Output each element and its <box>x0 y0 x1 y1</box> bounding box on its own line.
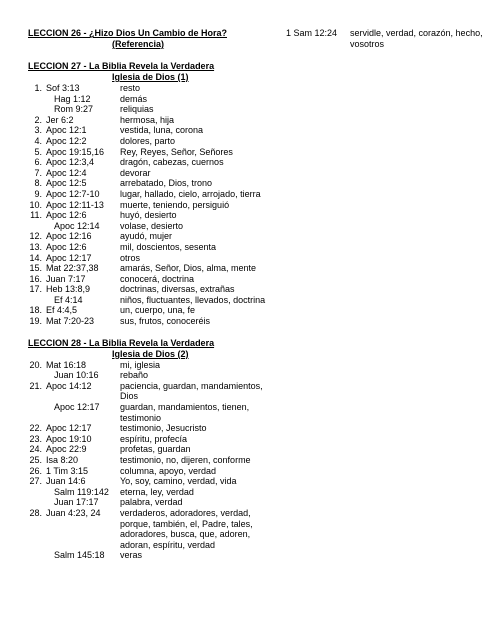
item-number: 24. <box>29 444 42 455</box>
verse-reference: Isa 8:20 <box>46 455 79 465</box>
list-item <box>28 157 276 168</box>
list-item <box>28 476 276 487</box>
list-item <box>28 497 276 508</box>
key-words: amarás, Señor, Dios, alma, mente <box>120 263 257 274</box>
list-item <box>28 381 276 402</box>
key-words: mil, doscientos, sesenta <box>120 241 217 252</box>
item-number <box>28 487 42 498</box>
list-item <box>28 274 276 285</box>
key-words: testimonio, no, dijeren, conforme <box>120 455 251 465</box>
list-item <box>28 295 276 306</box>
key-words: espíritu, profecía <box>120 433 188 444</box>
verse-reference: Rom 9:27 <box>54 104 94 115</box>
item-number: 7. <box>34 167 42 178</box>
item-number: 27. <box>29 476 42 487</box>
verse-reference: 1 Sam 12:24 <box>286 28 338 38</box>
key-words: columna, apoyo, verdad <box>120 465 217 476</box>
item-number <box>28 402 42 423</box>
lesson-27-title-line1: LECCION 27 - La Biblia Revela la Verdadera <box>28 61 215 71</box>
verse-reference: Apoc 12:6 <box>46 241 87 252</box>
key-words: rebaño <box>120 370 149 381</box>
key-words: profetas, guardan <box>120 444 191 455</box>
lesson-28-title-line1: LECCION 28 - La Biblia Revela la Verdadera <box>28 337 215 348</box>
lesson-26-section <box>28 28 276 50</box>
key-words: mi, iglesia <box>120 359 161 370</box>
list-item <box>28 189 276 200</box>
item-number: 21. <box>29 380 42 391</box>
verse-reference: Apoc 12:7-10 <box>46 188 100 199</box>
key-words: eterna, ley, verdad <box>120 486 194 497</box>
lesson-28-title <box>28 338 276 360</box>
verse-reference: Apoc 12:3,4 <box>46 157 95 168</box>
item-number: 19. <box>29 316 42 327</box>
item-number: 3. <box>34 125 42 136</box>
item-number: 9. <box>34 188 42 199</box>
item-number: 12. <box>29 231 42 242</box>
lesson-27-title-line2: Iglesia de Dios (1) <box>112 72 189 82</box>
list-item <box>28 360 276 371</box>
item-number: 25. <box>29 455 42 465</box>
list-item <box>28 402 276 423</box>
item-number: 20. <box>29 359 42 370</box>
verse-reference: Mat 7:20-23 <box>46 316 95 327</box>
list-item <box>286 28 486 49</box>
key-words: muerte, teniendo, persiguió <box>120 199 230 210</box>
lesson-26-title-line2: (Referencia) <box>112 39 165 49</box>
list-item <box>28 316 276 327</box>
list-item <box>28 550 276 561</box>
item-number: 26. <box>29 465 42 476</box>
key-words: servidle, verdad, corazón, hecho, vosotros <box>350 28 483 49</box>
item-number: 14. <box>29 252 42 263</box>
item-number <box>28 104 42 115</box>
key-words: paciencia, guardan, mandamientos, Dios <box>120 380 263 402</box>
verse-reference: Apoc 19:15,16 <box>46 146 105 157</box>
verse-reference: Juan 10:16 <box>54 370 99 381</box>
verse-reference: Heb 13:8,9 <box>46 284 91 295</box>
list-item <box>28 221 276 232</box>
verse-reference: Apoc 12:17 <box>46 423 92 434</box>
list-item <box>28 242 276 253</box>
item-number <box>28 94 42 105</box>
verse-reference: Ef 4:4,5 <box>46 305 78 316</box>
verse-reference: Apoc 12:5 <box>46 178 87 189</box>
verse-reference: Apoc 19:10 <box>46 433 92 444</box>
verse-reference: Apoc 22:9 <box>46 444 87 455</box>
item-number: 28. <box>29 507 42 518</box>
key-words: veras <box>120 550 143 561</box>
verse-reference: Juan 14:6 <box>46 476 86 487</box>
verse-reference: Apoc 12:16 <box>46 231 92 242</box>
right-column <box>286 28 486 49</box>
item-number: 1. <box>34 83 42 93</box>
list-item <box>28 94 276 105</box>
key-words: demás <box>120 93 148 104</box>
lesson-27-list <box>28 83 276 327</box>
key-words: guardan, mandamientos, tienen, testimonio <box>120 402 250 423</box>
list-item <box>28 83 276 94</box>
key-words: conocerá, doctrina <box>120 273 195 284</box>
key-words: sus, frutos, conoceréis <box>120 316 211 327</box>
verse-reference: Sof 3:13 <box>46 83 80 93</box>
item-number: 17. <box>29 284 42 295</box>
key-words: huyó, desierto <box>120 210 177 221</box>
item-number: 15. <box>29 263 42 274</box>
lesson-27-section <box>28 61 276 327</box>
list-item <box>28 508 276 550</box>
list-item <box>28 125 276 136</box>
lesson-28-section <box>28 338 276 561</box>
verse-reference: Apoc 12:2 <box>46 135 87 146</box>
list-item <box>28 210 276 221</box>
key-words: vestida, luna, corona <box>120 125 204 136</box>
list-item <box>28 104 276 115</box>
key-words: dolores, parto <box>120 135 176 146</box>
list-item <box>28 305 276 316</box>
item-number: 11. <box>30 210 42 221</box>
key-words: otros <box>120 252 141 263</box>
item-number <box>28 370 42 381</box>
item-number: 16. <box>29 273 42 284</box>
item-number: 6. <box>34 157 42 168</box>
item-number <box>28 497 42 508</box>
verse-reference: 1 Tim 3:15 <box>46 465 89 476</box>
item-number: 18. <box>29 305 42 316</box>
key-words: reliquias <box>120 104 154 115</box>
key-words: lugar, hallado, cielo, arrojado, tierra <box>120 188 261 199</box>
verse-reference: Apoc 14:12 <box>46 380 92 391</box>
verse-reference: Ef 4:14 <box>54 294 83 305</box>
item-number: 5. <box>34 146 42 157</box>
verse-reference: Apoc 12:6 <box>46 210 87 221</box>
verse-reference: Apoc 12:11-13 <box>46 199 104 210</box>
verse-reference: Mat 16:18 <box>46 359 87 370</box>
key-words: arrebatado, Dios, trono <box>120 178 213 189</box>
item-number: 10. <box>29 199 42 210</box>
item-number: 4. <box>34 135 42 146</box>
list-item <box>28 136 276 147</box>
item-number: 8. <box>34 178 42 189</box>
list-item <box>28 466 276 477</box>
key-words: dragón, cabezas, cuernos <box>120 157 224 168</box>
key-words: verdaderos, adoradores, verdad, porque, también, el, Padre, tales, adoradores, busca, que, adoren, adoran, espíritu, verdad <box>120 507 253 550</box>
item-number: 23. <box>29 433 42 444</box>
list-item <box>28 168 276 179</box>
verse-reference: Apoc 12:17 <box>46 252 92 263</box>
list-item <box>28 231 276 242</box>
verse-reference: Juan 4:23, 24 <box>46 507 101 518</box>
verse-reference: Mat 22:37,38 <box>46 263 99 274</box>
item-number: 2. <box>34 114 42 125</box>
list-item <box>28 434 276 445</box>
key-words: Yo, soy, camino, verdad, vida <box>120 476 237 487</box>
key-words: volase, desierto <box>120 220 184 231</box>
lesson-28-list <box>28 360 276 561</box>
verse-reference: Juan 17:17 <box>54 497 99 508</box>
verse-reference: Salm 119:142 <box>54 486 109 497</box>
key-words: ayudó, mujer <box>120 231 173 242</box>
verse-reference: Juan 7:17 <box>46 273 86 284</box>
key-words: resto <box>120 83 141 93</box>
verse-reference: Hag 1:12 <box>54 93 91 104</box>
lesson-26-title <box>28 28 276 50</box>
list-item <box>28 178 276 189</box>
list-item <box>28 370 276 381</box>
key-words: un, cuerpo, una, fe <box>120 305 196 316</box>
list-item <box>28 263 276 274</box>
list-item <box>28 115 276 126</box>
left-column <box>28 28 276 561</box>
verse-reference: Apoc 12:1 <box>46 125 87 136</box>
list-item <box>28 200 276 211</box>
verse-reference: Jer 6:2 <box>46 114 74 125</box>
list-item <box>28 455 276 466</box>
verse-reference: Apoc 12:4 <box>46 167 87 178</box>
key-words: niños, fluctuantes, llevados, doctrina <box>120 294 266 305</box>
list-item <box>28 284 276 295</box>
item-number: 13. <box>29 241 42 252</box>
list-item <box>28 487 276 498</box>
list-item <box>28 444 276 455</box>
lesson-27-title <box>28 61 276 83</box>
key-words: hermosa, hija <box>120 114 175 125</box>
item-number <box>28 550 42 561</box>
list-item <box>28 147 276 158</box>
item-number <box>28 295 42 306</box>
verse-reference: Apoc 12:14 <box>54 220 100 231</box>
item-number <box>28 221 42 232</box>
key-words: palabra, verdad <box>120 497 183 508</box>
lesson-26-title-line1: LECCION 26 - ¿Hizo Dios Un Cambio de Hora? <box>28 28 228 38</box>
list-item <box>28 423 276 434</box>
lesson-28-title-line2: Iglesia de Dios (2) <box>112 348 189 359</box>
item-number: 22. <box>29 423 42 434</box>
key-words: testimonio, Jesucristo <box>120 423 207 434</box>
key-words: doctrinas, diversas, extrañas <box>120 284 235 295</box>
key-words: Rey, Reyes, Señor, Señores <box>120 146 233 157</box>
list-item <box>28 253 276 264</box>
verse-reference: Salm 145:18 <box>54 550 105 561</box>
key-words: devorar <box>120 167 151 178</box>
verse-reference: Apoc 12:17 <box>54 402 100 413</box>
